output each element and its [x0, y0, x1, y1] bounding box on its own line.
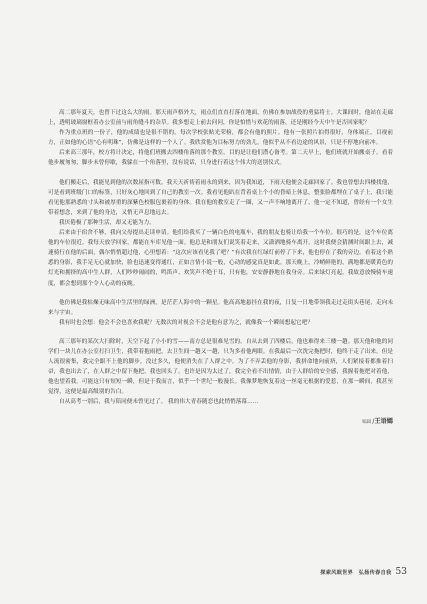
paragraph: 高二那年夏天，也曾下过这么大的雨。那天雨声格外大，雨点们直直打落在地面，仿佛在参加战役的勇猛将士。大课间时，他站在走廊上，透明玻璃窗框着办公室前与雨角缝斗的杂草。我多想走上前去问问，你是怕惜与欢花的雨落，还是刚经今天中午是否回家呢？ — [48, 110, 393, 127]
editor-name: 王语嫣 — [374, 417, 393, 425]
article-section — [48, 178, 393, 289]
paragraph: 他仿佛是我枯燥无味高中生活里的绿洲，是茫茫人海中的一颗星。他高高地悬挂在我的夜，日复一日地带领我走过走街头巷尾，走向未来与宇宙。 — [48, 299, 393, 316]
article-section — [48, 298, 393, 328]
paragraph: 我有时也会想：他会不会也喜欢我呢？无数次的对视会不会是他有意为之，就像我一个瞬间想起它吧？ — [59, 319, 313, 326]
paragraph: 作为重点班的一份子，他的成绩也是很不错的。每次学校张贴光荣榜，都会有他的照片。他有一张照片拍得很好，身体端正，目视前方，正如他的心语“心有明珠”，仿佛是这样的一个人了。我欣赏他为目标努力的劲儿，他似乎从不看边途的风景，只是不停地向前冲。 — [48, 130, 393, 147]
paragraph: 后来高三那年，校方将计决定，将他们班搬去四楼角落的那个教室，目的是让他们潜心备考。第二天早上，他们班就开始搬桌子。看着他步履匆匆，脚步未曾停歇，我躲在一个角落里，没有说话，只身进行着这个伟大的送别仪式。 — [48, 150, 393, 167]
editor-credit: 编辑/王语嫣 — [362, 417, 393, 425]
paragraph: 后来由于宿舍不够，我向父母提出走读申请。他们给我买了一辆白色的电瓶车，我的朋友也骑让给我一个车位。很巧的是，这个车位离他的车位很近。我每天放学回家，都能在车库见他一面。他总是和朋友们说笑着走来，又潇洒地骑车离开。这时我便会猜测时间跟上去，减速骑行在他的后面，偶尔悄悄超过他，心里想着：“这次应该看见我了吧？”有次我在红绿灯前停了下来，他也停在了我的旁边。看着这个熟悉的身影，我手足无心就加快，脸也迅速变得通红，正如言情小说一般，心动的感觉真是如此。那天晚上，冷峭鲜艳的，满地都是暖黄色的灯光和拥挤的高中生人群，人们吵吵闹闹的，鸣笛声、欢笑声不绝于耳，只有他，安安静静地在我身旁。后来绿灯亮起，我故意放慢骑车速度，都会想到那个令人心动的夜晚。 — [48, 230, 393, 287]
page-footer — [320, 567, 407, 577]
article-section — [48, 108, 393, 169]
article-body — [48, 108, 393, 428]
paragraph: 自从高考一别后，我与陪同便未曾见过了。 我的伟大青春随恋也此悄悄落幕…… — [59, 399, 259, 406]
footer-title: 探索风眠世界 弘扬传春自我 — [320, 569, 392, 576]
article-section — [48, 337, 393, 408]
paragraph: 高三那年的某次大扫除时，天空下起了小小的雪——南方总是很难见雪的。自从去到了四楼后，他也难得来三楼一趟。那天他和他的同学们一块儿在办公室打扫卫生，我带着抱雨把，去卫生间一趟又一趟，只为多看他两眼。在我最后一次洗完拖把时，他终于走了出来。但是人流很密集，我完全跟不上他的脚步，没过多久，他便消失在了人群之中。为了不弄丢他的身影，我拼命地向前挤，人们紧接着都推着扫帚，我也出去了，在人群之中留下拖把。我也回头了。也许是因为太过了，我完全看不出情情，由于人群给的安全感，我握着拖把对着他，他也望着我。可能这只有短短一瞬，但是于我而言，似乎一个世纪一般漫长。我像梦地恢复着这一丝毫无根据的爱惹，在那一瞬间，我甚至觉得，这便是最高级别的告白。 — [48, 338, 393, 396]
editor-label: 编辑 — [362, 419, 372, 425]
page-number: 53 — [395, 567, 407, 577]
paragraph: 我厌倦极了那种生活，却又无能为力。 — [59, 219, 155, 226]
paragraph: 他们搬走后，我能见到他的次数屈指可数。我天天祈祷着雨永的到来，因为我知道，下雨天他便会走廊回家了。我也曾想去四楼找他，可是看到班级门口的标签，只好灰心地回到了自己的教室一次。我看见他趴在背着桌上个小的昏暗上休息，整张脸都埋在了桌子上，我只能看见他那熟悉的寸头和被厚重的深紫色校服包裹着的身体。我在他的教室走了一圈，又一声不响地离开了。他一定不知道，曾经有一个女生带着想念，来到了他的身边，又悄无声息地远去。 — [48, 179, 393, 216]
